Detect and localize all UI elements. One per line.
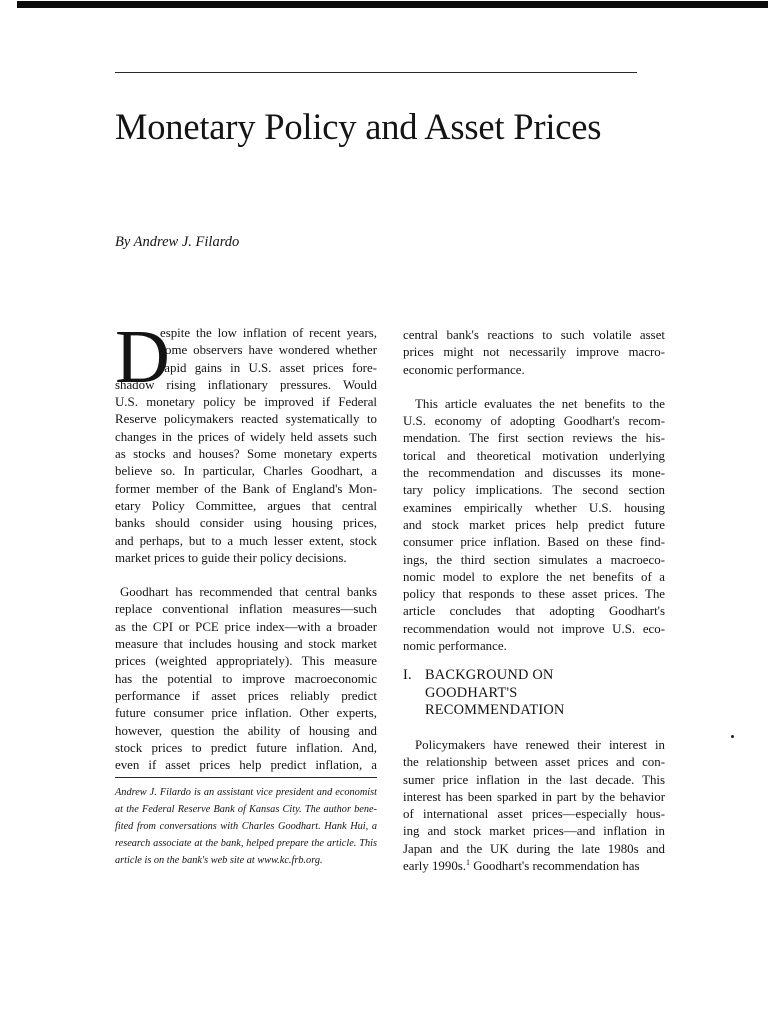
text-line: shadow rising inflationary pressures. Would [115,377,377,392]
text-line: article concludes that adopting Goodhart's [403,604,665,619]
text-line: torical and theoretical motivation underlying [403,448,665,463]
text-line: replace conventional inflation measures—such [115,602,377,617]
paragraph-article-overview [403,396,665,655]
text-fragment: early 1990s. [403,859,467,874]
right-column [403,327,665,655]
text-line: changes in the prices of widely held assets such [115,429,377,444]
text-line: has the potential to improve macroeconomic [115,671,377,686]
author-footnote [115,785,377,870]
top-border-bar [17,1,768,8]
text-fragment: Goodhart's recommendation has [470,859,640,874]
text-line: former member of the Bank of England's Mon- [115,481,377,496]
paragraph-continuation [403,327,665,379]
footnote-line: fited from conversations with Charles Goodhart. Hank Hui, a [115,820,377,832]
byline: By Andrew J. Filardo [115,234,240,250]
text-line: the relationship between asset prices and con- [403,755,665,770]
left-column [115,315,377,774]
text-line: even if asset prices help predict inflation, a [115,758,377,773]
text-line: mendation. The first section reviews the his- [403,431,665,446]
text-line: interest has been sparked in part by the behavior [403,789,665,804]
text-line: measure that includes housing and stock market [115,637,377,652]
text-line: examines empirically whether U.S. housing [403,500,665,515]
scan-speck [731,735,734,738]
title-rule [115,72,637,73]
text-line: stock prices to predict future inflation. And, [115,740,377,755]
text-line: performance if asset prices reliably predict [115,688,377,703]
text-line: U.S. monetary policy be improved if Federal [115,395,377,410]
text-line: Reserve policymakers reacted systematically to [115,412,377,427]
footnote-line: Andrew J. Filardo is an assistant vice president and economist [115,787,377,798]
text-line: nomic performance. [403,639,507,654]
text-line: prices (weighted appropriately). This measure [115,654,377,669]
text-line: consumer price inflation. Based on these find- [403,535,665,550]
text-line [403,858,665,875]
section-heading-line: BACKGROUND ON [425,667,554,683]
text-line: the recommendation and discusses its mone- [403,466,665,481]
text-line: Goodhart has recommended that central banks [120,585,377,600]
text-line: etary Policy Committee, argues that central [115,498,377,513]
text-line: as stocks and houses? Some monetary experts [115,447,377,462]
text-line: ings, the third section simulates a macroeco- [403,552,665,567]
section-heading-line: GOODHART'S [425,684,518,701]
footnote-rule [115,777,377,778]
footnote-reference[interactable]: 1 [466,858,471,868]
section-heading [403,667,565,720]
article-title: Monetary Policy and Asset Prices [115,106,602,147]
text-line: however, question the ability of housing and [115,723,377,738]
text-line: espite the low inflation of recent years, [160,326,377,340]
text-line: prices might not necessarily improve macro- [403,345,665,360]
intro-paragraph [115,315,377,567]
text-line: believe so. In particular, Charles Goodhart, a [115,464,377,479]
footnote-line: research associate at the bank, helped prepare the article. This [115,837,377,849]
text-line: policy that responds to these asset prices. The [403,587,665,602]
text-line: central bank's reactions to such volatile asset [403,328,665,342]
footnote-line: at the Federal Reserve Bank of Kansas City. The author bene- [115,803,377,815]
drop-cap: D [115,315,170,399]
text-line: some observers have wondered whether [160,343,377,358]
text-line: economic performance. [403,362,525,377]
footnote-line: article is on the bank's web site at www.kc.frb.org. [115,854,323,866]
text-line: future consumer price inflation. Other experts, [115,706,377,721]
paragraph-background [403,737,665,875]
text-line: banks should consider using housing prices, [115,516,377,531]
text-line: and perhaps, but to a much lesser extent, stock [115,533,377,548]
text-line: ing and stock market prices—and inflation in [403,824,665,839]
text-line: tary policy implications. The second section [403,483,665,498]
text-line: sumer price inflation in the last decade. This [403,772,665,787]
text-line: This article evaluates the net benefits to the [415,396,665,411]
text-line: of international asset prices—especially hous- [403,807,665,822]
text-line: Policymakers have renewed their interest in [415,738,665,752]
text-line: nomic model to explore the net benefits of a [403,569,665,584]
text-line: U.S. economy of adopting Goodhart's recom- [403,414,665,429]
text-line: rapid gains in U.S. asset prices fore- [160,360,377,375]
text-line: recommendation would not improve U.S. eco- [403,621,665,636]
text-line: as the CPI or PCE price index—with a broader [115,619,377,634]
section-heading-line: RECOMMENDATION [425,702,565,718]
section-number: I. [403,667,412,683]
text-line: Japan and the UK during the late 1980s and [403,841,665,856]
text-line: and stock market prices help predict future [403,517,665,532]
paragraph-goodhart-recommendation [115,584,377,774]
text-line: market prices to guide their policy decisions. [115,550,347,565]
